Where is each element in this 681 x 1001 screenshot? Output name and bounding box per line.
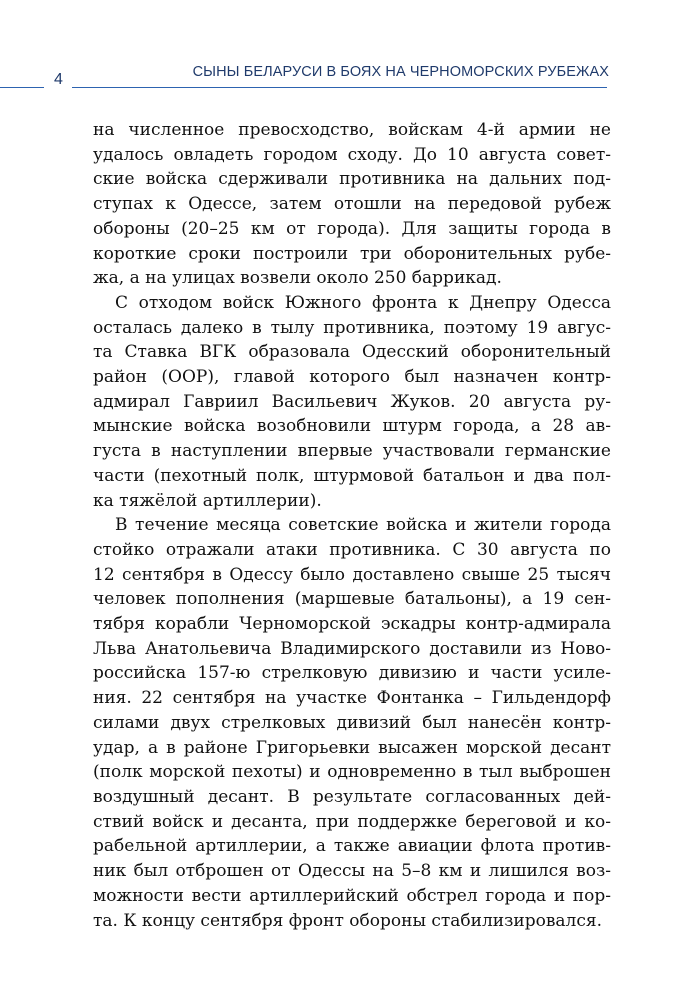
paragraph-2 xyxy=(93,291,611,513)
paragraph-3 xyxy=(93,513,611,933)
text-line: С отходом войск Южного фронта к Днепру Одесса xyxy=(115,292,611,313)
text-line: ния. 22 сентября на участке Фонтанка – Гильдендорф xyxy=(93,688,611,709)
text-line: удар, а в районе Григорьевки высажен морской десант xyxy=(93,737,611,758)
text-line: тября корабли Черноморской эскадры контр-адмирала xyxy=(93,614,611,635)
text-line: можности вести артиллерийский обстрел города и пор- xyxy=(93,885,611,906)
text-line: ник был отброшен от Одессы на 5–8 км и лишился воз- xyxy=(93,861,611,882)
text-line: ка тяжёлой артиллерии). xyxy=(93,490,322,511)
text-line: жа, а на улицах возвели около 250 баррикад. xyxy=(93,268,502,289)
header-rule-right xyxy=(72,87,607,88)
text-line: В течение месяца советские войска и жители города xyxy=(115,515,611,536)
page-number: 4 xyxy=(54,71,63,88)
header-rule-left xyxy=(0,87,44,88)
text-line: ские войска сдерживали противника на дальних под- xyxy=(93,169,611,190)
text-line: обороны (20–25 км от города). Для защиты города в xyxy=(93,218,611,239)
text-line: человек пополнения (маршевые батальоны), а 19 сен- xyxy=(93,589,611,610)
text-line: силами двух стрелковых дивизий был нанесён контр- xyxy=(93,712,611,733)
running-title: СЫНЫ БЕЛАРУСИ В БОЯХ НА ЧЕРНОМОРСКИХ РУБЕЖАХ xyxy=(192,64,609,80)
running-header xyxy=(0,63,681,91)
text-line: короткие сроки построили три оборонительных рубе- xyxy=(93,243,611,264)
text-line: густа в наступлении впервые участвовали германские xyxy=(93,441,611,462)
body-text xyxy=(93,118,611,933)
text-line: осталась далеко в тылу противника, поэтому 19 авгус- xyxy=(93,317,611,338)
text-line: 12 сентября в Одессу было доставлено свыше 25 тысяч xyxy=(93,564,611,585)
text-line: мынские войска возобновили штурм города, а 28 ав- xyxy=(93,416,611,437)
text-line: удалось овладеть городом сходу. До 10 августа совет- xyxy=(93,144,611,165)
text-line: район (ООР), главой которого был назначен контр- xyxy=(93,367,611,388)
text-line: рабельной артиллерии, а также авиации флота против- xyxy=(93,836,611,857)
text-line: ствий войск и десанта, при поддержке береговой и ко- xyxy=(93,811,611,832)
text-line: (полк морской пехоты) и одновременно в тыл выброшен xyxy=(93,762,611,783)
text-line: Льва Анатольевича Владимирского доставили из Ново- xyxy=(93,638,611,659)
text-line: адмирал Гавриил Васильевич Жуков. 20 августа ру- xyxy=(93,391,611,412)
paragraph-1 xyxy=(93,118,611,291)
text-line: ступах к Одессе, затем отошли на передовой рубеж xyxy=(93,194,611,215)
text-line: та. К концу сентября фронт обороны стабилизировался. xyxy=(93,910,603,931)
text-line: воздушный десант. В результате согласованных дей- xyxy=(93,786,611,807)
text-line: части (пехотный полк, штурмовой батальон и два пол- xyxy=(93,465,611,486)
text-line: стойко отражали атаки противника. С 30 августа по xyxy=(93,539,611,560)
text-line: на численное превосходство, войскам 4-й армии не xyxy=(93,120,611,140)
text-line: российска 157-ю стрелковую дивизию и части усиле- xyxy=(93,663,611,684)
text-line: та Ставка ВГК образовала Одесский оборонительный xyxy=(93,342,611,363)
